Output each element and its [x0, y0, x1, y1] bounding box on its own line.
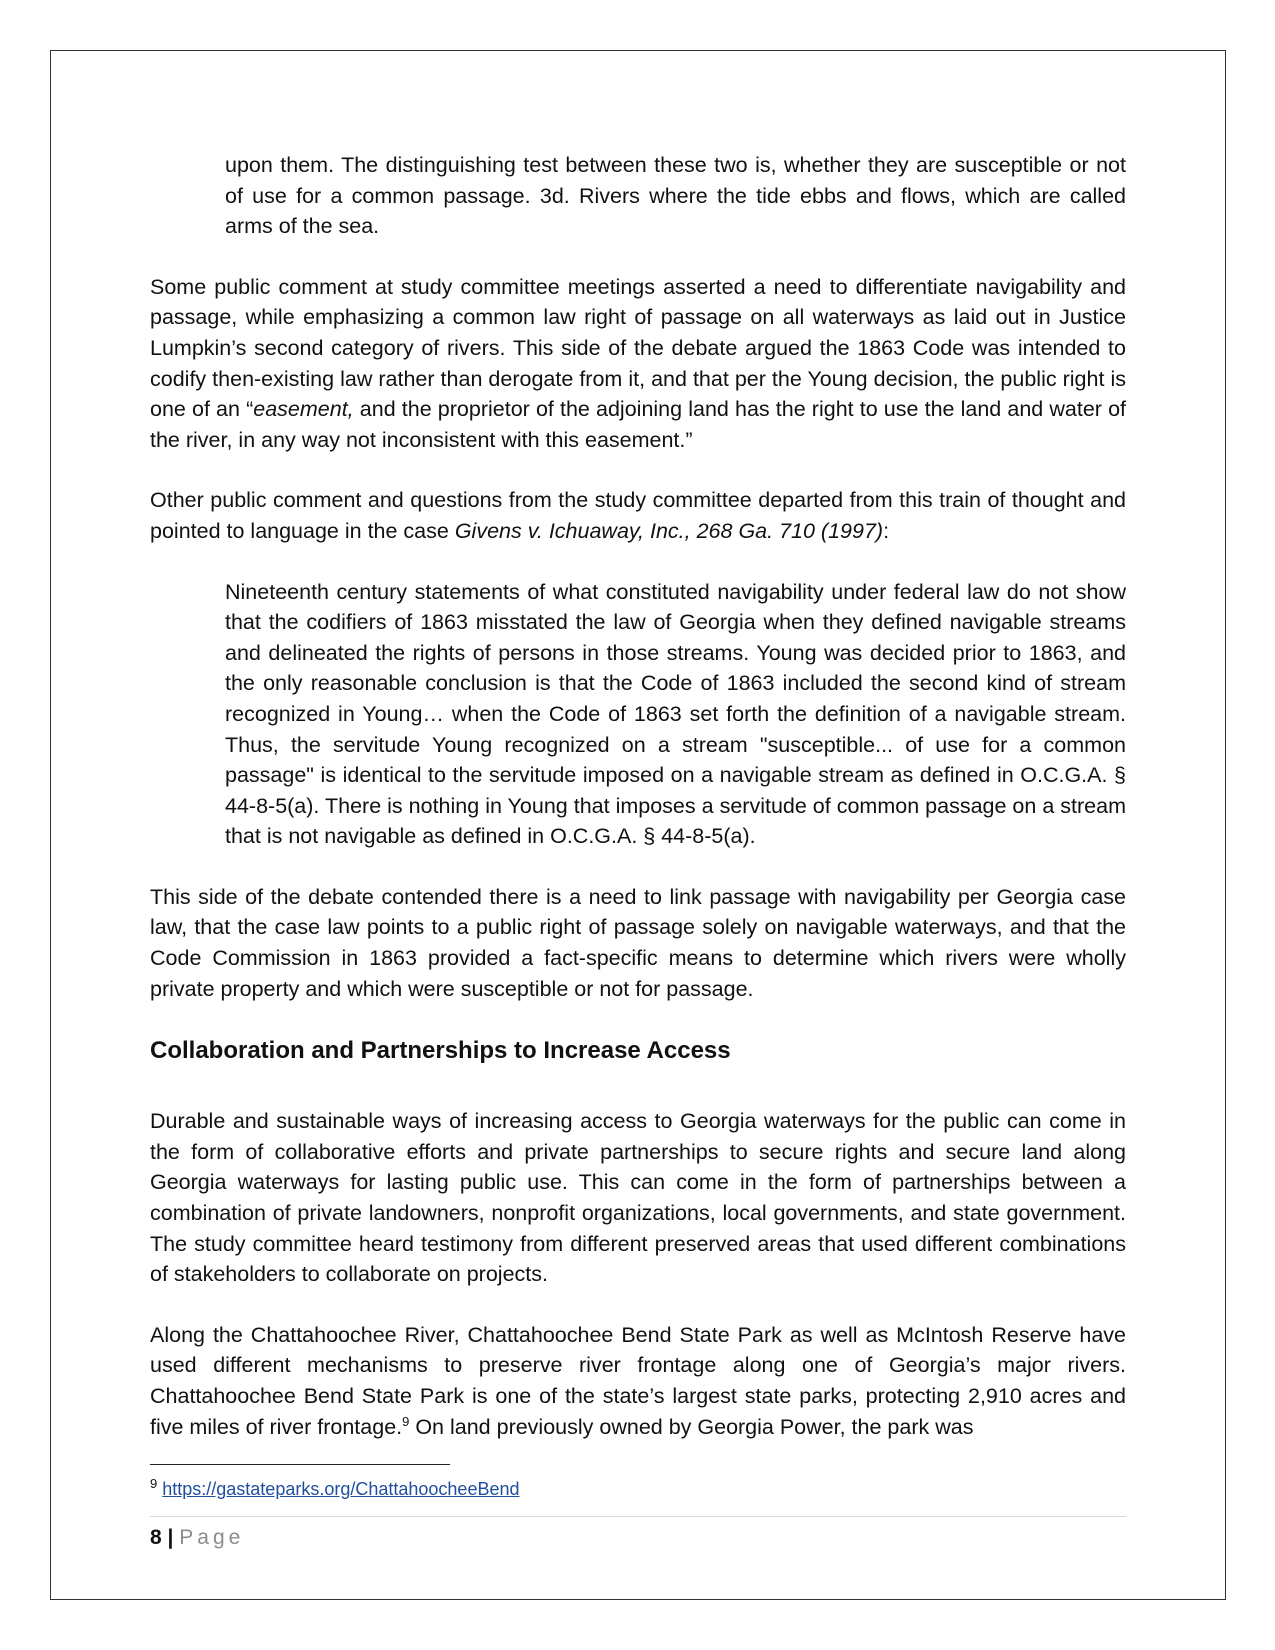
paragraph-chattahoochee: Along the Chattahoochee River, Chattahoochee Bend State Park as well as McIntosh Reserve have used different mechanisms to preserve river frontage along one of Georgia’s major rivers. Chattahoochee Bend State Park is one of the state’s largest state parks, protecting 2,910 acres and five miles of river frontage.$^9$ On land previously owned by Georgia Power, the park was — [150, 1322, 1126, 1439]
footnote-reference[interactable]: 9 — [402, 1413, 410, 1429]
footnote-number: 9 — [150, 1476, 158, 1491]
footnote-separator — [150, 1464, 450, 1465]
footer-rule — [150, 1516, 1126, 1517]
page-label: Page — [179, 1526, 245, 1549]
page-content — [150, 150, 1126, 1442]
section-heading: Collaboration and Partnerships to Increase Access — [150, 1037, 731, 1065]
footnote — [150, 1477, 520, 1501]
page-footer — [150, 1523, 244, 1553]
paragraph-durable-access: Durable and sustainable ways of increasing access to Georgia waterways for the public can come in the form of collaborative efforts and private partnerships to secure rights and secure land along Georgia waterways for lasting public use. This can come in the form of partnerships between a combination of private landowners, nonprofit organizations, local governments, and state government. The study committee heard testimony from different preserved areas that used different combinations of stakeholders to collaborate on projects. — [150, 1109, 1126, 1287]
page-number: 8 — [150, 1526, 162, 1549]
footer-separator: | — [167, 1526, 174, 1549]
block-quote-givens: Nineteenth century statements of what constituted navigability under federal law do not show that the codifiers of 1863 misstated the law of Georgia when they defined navigable streams and delineated the rights of persons in those streams. Young was decided prior to 1863, and the only reasonable conclusion is that the Code of 1863 included the second kind of stream recognized in Young… when the Code of 1863 set forth the definition of a navigable stream. Thus, the servitude Young recognized on a stream "susceptible... of use for a common passage" is identical to the servitude imposed on a navigable stream as defined in O.C.G.A. § 44-8-5(a). There is nothing in Young that imposes a servitude of common passage on a stream that is not navigable as defined in O.C.G.A. § 44-8-5(a). — [225, 579, 1126, 849]
easement-emphasis: easement, — [253, 397, 354, 422]
footnote-link[interactable]: https://gastateparks.org/ChattahoocheeBend — [162, 1479, 520, 1499]
paragraph-other-comment: Other public comment and questions from the study committee departed from this train of thought and pointed to language in the case Givens v. Ichuaway, Inc., 268 Ga. 710 (1997): — [150, 488, 1126, 543]
block-quote-continuation: upon them. The distinguishing test between these two is, whether they are susceptible or not of use for a common passage. 3d. Rivers where the tide ebbs and flows, which are called arms of the sea. — [225, 153, 1126, 239]
paragraph-debate-contended: This side of the debate contended there is a need to link passage with navigability per Georgia case law, that the case law points to a public right of passage solely on navigable waterways, and that the Code Commission in 1863 provided a fact-specific means to determine which rivers were wholly private property and which were susceptible or not for passage. — [150, 884, 1126, 1001]
paragraph-public-comment: Some public comment at study committee meetings asserted a need to differentiate navigability and passage, while emphasizing a common law right of passage on all waterways as laid out in Justice Lumpkin’s second category of rivers. This side of the debate argued the 1863 Code was intended to codify then-existing law rather than derogate from it, and that per the Young decision, the public right is one of an “easement, and the proprietor of the adjoining land has the right to use the land and water of the river, in any way not inconsistent with this easement.” — [150, 274, 1127, 452]
case-citation: Givens v. Ichuaway, Inc., 268 Ga. 710 (1997) — [454, 518, 884, 543]
